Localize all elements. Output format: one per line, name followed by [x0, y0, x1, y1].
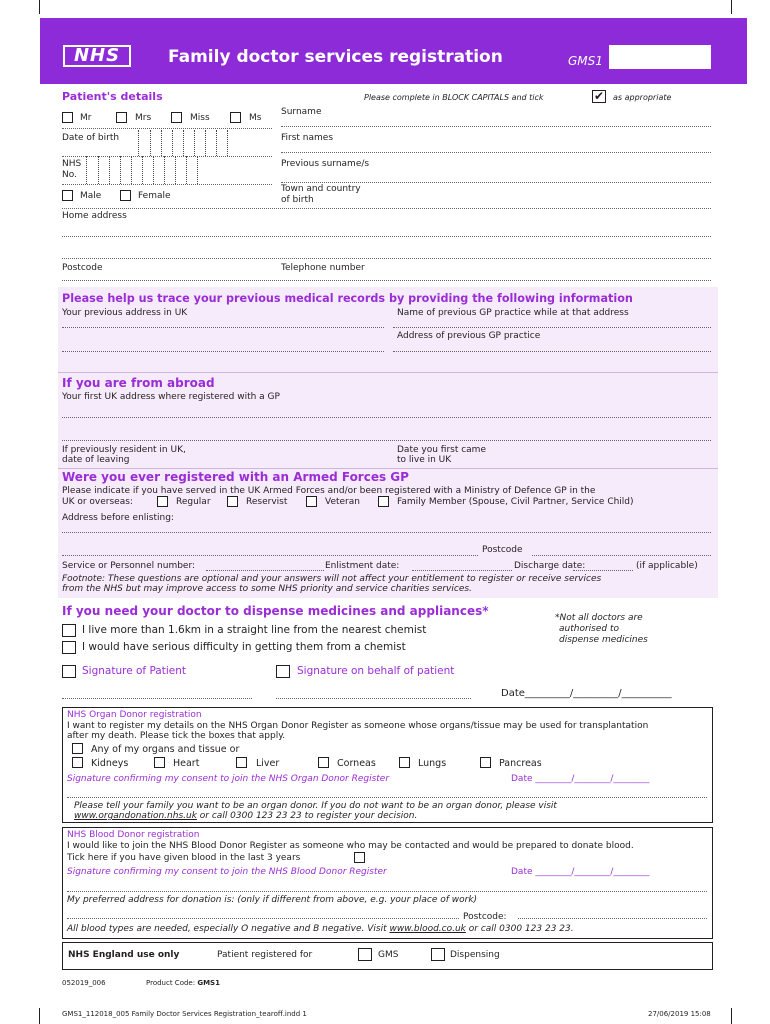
date-came-label: [397, 445, 486, 465]
nhs-number-label: [62, 159, 81, 181]
blood-postcode-label: Postcode:: [463, 912, 507, 922]
signature-date[interactable]: Date_________/_________/__________: [501, 688, 672, 699]
address-before-enlisting-label: Address before enlisting:: [62, 513, 174, 523]
liver-checkbox[interactable]: [236, 757, 247, 768]
product-code-label: Product Code:: [146, 979, 196, 987]
organ-call-text: or call 0300 123 23 23 to register your decision.: [196, 811, 418, 821]
dispensing-label: Dispensing: [450, 950, 500, 960]
previous-gp-name-label: Name of previous GP practice while at that address: [397, 308, 629, 318]
surname-line[interactable]: [281, 126, 711, 127]
organ-donation-link[interactable]: www.organdonation.nhs.uk: [74, 811, 197, 821]
organ-tell-family-2: [74, 811, 417, 821]
nhs-logo-text: NHS: [65, 47, 129, 65]
blood-link[interactable]: www.blood.co.uk: [389, 924, 466, 934]
reservist-checkbox[interactable]: [227, 496, 238, 507]
address-before-enlisting-line-1[interactable]: [62, 532, 711, 533]
product-code: [146, 979, 220, 987]
title-ms-checkbox[interactable]: [230, 112, 241, 123]
postcode-label: Postcode: [62, 263, 103, 273]
previous-gp-name-line[interactable]: [393, 327, 711, 328]
heart-label: Heart: [173, 758, 200, 769]
tick-example-icon: ✔: [593, 89, 605, 103]
liver-label: Liver: [256, 758, 280, 769]
veteran-checkbox[interactable]: [306, 496, 317, 507]
prev-resident-label: [62, 445, 186, 465]
town-country-birth-label: [281, 184, 361, 206]
nhs-logo: [63, 45, 131, 67]
any-organs-label: Any of my organs and tissue or: [91, 744, 240, 755]
form-version-code: 052019_006: [62, 979, 106, 987]
female-label: Female: [138, 191, 171, 201]
telephone-label: Telephone number: [281, 263, 365, 273]
patient-registered-label: Patient registered for: [217, 950, 313, 960]
blood-donor-line-2: Tick here if you have given blood in the last 3 years: [67, 853, 301, 863]
preferred-address-line[interactable]: [67, 918, 459, 919]
crop-mark: [39, 1008, 40, 1024]
organ-donor-line-1: I want to register my details on the NHS Organ Donor Register as someone whose organs/tissue may be used for transplantation: [67, 721, 649, 731]
difficulty-chemist-label: I would have serious difficulty in getting them from a chemist: [82, 641, 406, 653]
blood-types-a: All blood types are needed, especially O negative and B negative. Visit: [67, 924, 390, 934]
organ-donor-title: NHS Organ Donor registration: [67, 710, 202, 720]
preferred-address-label: My preferred address for donation is: (only if different from above, e.g. your place of work): [67, 895, 478, 905]
previous-gp-address-label: Address of previous GP practice: [397, 331, 541, 341]
female-checkbox[interactable]: [120, 190, 131, 201]
gms-checkbox[interactable]: [358, 948, 372, 961]
difficulty-chemist-checkbox[interactable]: [62, 641, 76, 654]
town-country-label-1: Town and country: [281, 184, 361, 194]
title-miss-label: Miss: [190, 113, 210, 123]
blood-types-b: or call 0300 123 23 23.: [465, 924, 574, 934]
lungs-label: Lungs: [418, 758, 447, 769]
dispense-note-1: *Not all doctors are: [555, 613, 643, 623]
given-blood-checkbox[interactable]: [354, 852, 365, 863]
first-names-label: First names: [281, 133, 334, 143]
page-title: Family doctor services registration: [168, 47, 503, 67]
title-ms-label: Ms: [249, 113, 262, 123]
first-uk-address-line-1[interactable]: [62, 417, 711, 418]
print-date: 27/06/2019 15:08: [648, 1010, 711, 1018]
title-miss-checkbox[interactable]: [171, 112, 182, 123]
previous-address-line-1[interactable]: [62, 327, 384, 328]
first-names-line[interactable]: [281, 152, 711, 153]
crop-mark: [39, 0, 40, 14]
footnote-line-1: Footnote: These questions are optional and your answers will not affect your entitlement to register or receive services: [62, 574, 602, 584]
any-organs-checkbox[interactable]: [72, 743, 83, 754]
date-came-label-1: Date you first came: [397, 445, 486, 455]
signature-patient-label: Signature of Patient: [82, 665, 187, 677]
gms-label: GMS: [378, 950, 399, 960]
abroad-title: If you are from abroad: [62, 376, 215, 390]
first-uk-address-line-2[interactable]: [62, 440, 711, 441]
organ-donor-line-2: after my death. Please tick the boxes that apply.: [67, 731, 286, 741]
address-before-enlisting-line-2[interactable]: [62, 555, 478, 556]
armed-postcode-label: Postcode: [482, 545, 523, 555]
sex-row-line[interactable]: [62, 208, 711, 209]
organ-signature-date[interactable]: Date ________/________/________: [511, 774, 650, 784]
previous-surnames-label: Previous surname/s: [281, 159, 370, 169]
lungs-checkbox[interactable]: [399, 757, 410, 768]
service-number-label: Service or Personnel number:: [62, 561, 196, 571]
prev-resident-label-2: date of leaving: [62, 455, 130, 465]
prev-resident-label-1: If previously resident in UK,: [62, 445, 186, 455]
blood-postcode-line[interactable]: [518, 918, 707, 919]
block-capitals-instruction: Please complete in BLOCK CAPITALS and tick: [364, 93, 544, 102]
organ-signature-line[interactable]: [67, 797, 707, 798]
blood-signature-label: Signature confirming my consent to join the NHS Blood Donor Register: [67, 867, 387, 877]
nhs-number-label-2: No.: [62, 170, 77, 180]
regular-label: Regular: [176, 497, 211, 507]
kidneys-label: Kidneys: [91, 758, 129, 769]
dispense-note-3: dispense medicines: [559, 635, 648, 645]
armed-postcode-line[interactable]: [532, 555, 711, 556]
armed-forces-line-1: Please indicate if you have served in the UK Armed Forces and/or been registered with a Ministry of Defence GP in the: [62, 486, 596, 496]
header-bar: [40, 18, 747, 84]
postcode-telephone-line[interactable]: [62, 280, 711, 281]
live-far-chemist-checkbox[interactable]: [62, 624, 76, 637]
dispense-title: If you need your doctor to dispense medicines and appliances*: [62, 604, 489, 618]
footnote-line-2: from the NHS but may improve access to some NHS priority and service charities services.: [62, 584, 472, 594]
home-address-label: Home address: [62, 211, 127, 221]
title-mrs-label: Mrs: [135, 113, 152, 123]
trace-records-title: Please help us trace your previous medical records by providing the following information: [62, 292, 633, 305]
male-label: Male: [80, 191, 102, 201]
pancreas-label: Pancreas: [499, 758, 542, 769]
discharge-date-label: Discharge date:: [514, 561, 586, 571]
date-of-birth-label: Date of birth: [62, 133, 120, 143]
file-name: GMS1_112018_005 Family Doctor Services Registration_tearoff.indd 1: [62, 1010, 307, 1018]
town-country-label-2: of birth: [281, 195, 314, 205]
home-address-line-2[interactable]: [62, 258, 711, 259]
nhs-row-line: [62, 184, 272, 185]
organ-tell-family-1: Please tell your family you want to be an organ donor. If you do not want to be an organ donor, please visit: [74, 801, 557, 811]
england-use-label: NHS England use only: [68, 950, 180, 960]
nhs-number-label-1: NHS: [62, 159, 82, 169]
title-mr-label: Mr: [80, 113, 92, 123]
enlistment-date-line[interactable]: [412, 570, 512, 571]
signature-patient-line[interactable]: [62, 698, 252, 699]
blood-types-text: [67, 924, 574, 934]
crop-mark: [731, 0, 732, 14]
reservist-label: Reservist: [246, 497, 288, 507]
organ-signature-label: Signature confirming my consent to join the NHS Organ Donor Register: [67, 774, 390, 784]
armed-forces-line-2: UK or overseas:: [62, 497, 133, 507]
home-address-line-1[interactable]: [62, 236, 711, 237]
regular-checkbox[interactable]: [157, 496, 168, 507]
dispensing-checkbox[interactable]: [431, 948, 445, 961]
previous-address-line-2[interactable]: [62, 351, 384, 352]
nhs-number-boxes[interactable]: [86, 156, 272, 184]
patient-section-title: Patient's details: [62, 90, 163, 103]
corneas-label: Corneas: [337, 758, 376, 769]
form-number-box[interactable]: [609, 45, 711, 69]
heart-checkbox[interactable]: [154, 757, 165, 768]
blood-signature-line[interactable]: [67, 891, 707, 892]
corneas-checkbox[interactable]: [318, 757, 329, 768]
veteran-label: Veteran: [325, 497, 360, 507]
blood-donor-line-1: I would like to join the NHS Blood Donor Register as someone who may be contacted and would be prepared to donate blood.: [67, 841, 634, 851]
date-of-birth-boxes[interactable]: [138, 130, 272, 156]
previous-surnames-line[interactable]: [281, 182, 711, 183]
service-number-line[interactable]: [206, 570, 324, 571]
pancreas-checkbox[interactable]: [480, 757, 491, 768]
first-uk-address-label: Your first UK address where registered with a GP: [62, 392, 280, 402]
dispense-note-2: authorised to: [559, 624, 619, 634]
live-far-chemist-label: I live more than 1.6km in a straight line from the nearest chemist: [82, 624, 427, 636]
signature-patient-checkbox[interactable]: [62, 665, 76, 678]
blood-donor-title: NHS Blood Donor registration: [67, 830, 200, 840]
product-code-value: GMS1: [197, 979, 220, 987]
armed-forces-title: Were you ever registered with an Armed Forces GP: [62, 470, 409, 484]
kidneys-checkbox[interactable]: [72, 757, 83, 768]
title-row-line: [62, 128, 272, 129]
form-code: GMS1: [568, 54, 603, 68]
blood-signature-date[interactable]: Date ________/________/________: [511, 867, 650, 877]
title-mrs-checkbox[interactable]: [116, 112, 127, 123]
previous-address-label: Your previous address in UK: [62, 308, 188, 318]
date-came-label-2: to live in UK: [397, 455, 452, 465]
previous-gp-address-line[interactable]: [393, 351, 711, 352]
crop-mark: [731, 1008, 732, 1024]
signature-behalf-label: Signature on behalf of patient: [297, 665, 455, 677]
family-member-checkbox[interactable]: [378, 496, 389, 507]
signature-behalf-line[interactable]: [276, 698, 471, 699]
surname-label: Surname: [281, 107, 322, 117]
title-mr-checkbox[interactable]: [62, 112, 73, 123]
dispense-note: [555, 613, 648, 646]
tick-instruction-end: as appropriate: [613, 93, 672, 102]
discharge-date-line[interactable]: [573, 570, 633, 571]
signature-behalf-checkbox[interactable]: [276, 665, 290, 678]
family-member-label: Family Member (Spouse, Civil Partner, Service Child): [397, 497, 634, 507]
enlistment-date-label: Enlistment date:: [325, 561, 400, 571]
male-checkbox[interactable]: [62, 190, 73, 201]
if-applicable-label: (if applicable): [636, 561, 698, 571]
